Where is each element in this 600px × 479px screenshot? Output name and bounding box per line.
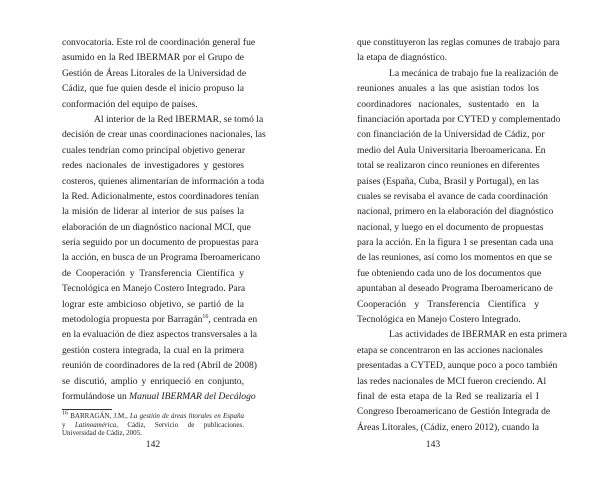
text-line: convocatoria. Este rol de coordinación general fue	[62, 37, 256, 48]
text-line: lograr este ambicioso objetivo, se partió de la	[62, 298, 244, 310]
text-line: etapa se concentraron en las acciones nacionales	[357, 344, 543, 356]
text-line: la etapa de diagnóstico.	[357, 52, 448, 64]
text-line: gestión costera integrada, la cual en la primera	[62, 344, 244, 356]
text-line: elaboración de un diagnóstico nacional MCI, que	[62, 221, 251, 233]
text-fragment: , centrada en	[208, 314, 258, 326]
text-line: reunión de coordinadores de la red (Abril de 2008)	[62, 360, 258, 372]
footnote	[62, 412, 244, 438]
footnote-line	[62, 412, 244, 421]
footnote-line: Universidad de Cádiz, 2005.	[62, 429, 142, 438]
text-line: cuales tendrían como principal objetivo generar	[62, 144, 246, 156]
text-line: decisión de crear unas coordinaciones nacionales, las	[62, 129, 266, 141]
text-line: coordinadores nacionales, sustentado en la	[357, 98, 539, 110]
text-line: nacional, y luego en el documento de propuestas	[357, 221, 544, 233]
footnote-author: BARRAGÁN, J.M.,	[70, 412, 128, 420]
text-line: apuntaban al deseado Programa Iberoamericano de	[357, 283, 553, 295]
text-line: de las reuniones, así como los momentos en que se	[357, 252, 553, 264]
text-line: con financiación de la Universidad de Cádiz, por	[357, 129, 545, 141]
footnote-fragment: y	[62, 420, 66, 429]
footnote-number: 16	[62, 410, 68, 417]
text-line: presentadas a CYTED, aunque poco a poco también	[357, 360, 558, 372]
text-line: final de esta etapa de la Red se realizaría el I	[357, 390, 539, 402]
text-line: se discutió, amplio y enriqueció en conjunto,	[62, 375, 244, 387]
text-line: Áreas Litorales, (Cádiz, enero 2012), cuando la	[357, 421, 539, 433]
text-line: redes nacionales de investigadores y gestores	[62, 160, 244, 172]
text-line: reuniones anuales a las que asistían todos los	[357, 83, 539, 95]
text-fragment: metodología propuesta por Barragán	[62, 314, 203, 326]
text-line: Tecnológica en Manejo Costero Integrado. Para	[62, 283, 246, 295]
text-line: La mecánica de trabajo fue la realización de	[389, 67, 559, 79]
text-line: financiación aportada por CYTED y complementado	[357, 113, 561, 125]
right-page-body-text	[357, 35, 567, 435]
text-line: costeros, quienes alimentarían de información a toda	[62, 175, 265, 187]
footnote-separator	[62, 409, 112, 410]
text-line: que constituyeron las reglas comunes de trabajo para	[357, 37, 560, 48]
text-line: para la acción. En la figura 1 se presentan cada una	[357, 237, 554, 249]
text-line: fue obteniendo cada uno de los documentos que	[357, 267, 542, 279]
text-line: nacional, primero en la elaboración del diagnóstico	[357, 206, 554, 218]
italic-title: Manual IBERMAR del Decálogo	[129, 390, 256, 402]
text-line: países (España, Cuba, Brasil y Portugal), en las	[357, 175, 539, 187]
text-line: total se realizaron cinco reuniones en diferentes	[357, 160, 540, 172]
footnote-title: Latinoamérica	[74, 420, 117, 429]
footnote-title: La gestión de áreas litorales en España	[130, 412, 245, 420]
text-line: asumido en la Red IBERMAR por el Grupo de	[62, 52, 244, 64]
text-line: cuales se revisaba el avance de cada coordinación	[357, 190, 548, 202]
text-line: en la evaluación de diez aspectos transversales a la	[62, 329, 257, 341]
footnote-line	[62, 421, 244, 430]
footnote-reference: 16	[202, 313, 209, 320]
text-line: Las actividades de IBERMAR en esta primera	[389, 329, 567, 341]
text-line: Gestión de Áreas Litorales de la Universidad de	[62, 67, 247, 79]
text-line: conformación del equipo de países.	[62, 98, 198, 110]
text-line: Cádiz, que fue quien desde el inicio propuso la	[62, 83, 244, 95]
text-line: Cooperación y Transferencia Científica y	[357, 298, 539, 310]
text-line: sería seguido por un documento de propuestas para	[62, 237, 259, 249]
text-line: Tecnológica en Manejo Costero Integrado.	[357, 314, 521, 326]
right-page	[300, 0, 600, 479]
text-fragment: formulándose un	[62, 390, 127, 402]
text-line: de Cooperación y Transferencia Científica y	[62, 267, 244, 279]
text-line: la acción, en busca de un Programa Iberoamericano	[62, 252, 261, 264]
footnote-fragment: , Cádiz, Servicio de publicaciones.	[116, 420, 244, 429]
text-line: medio del Aula Universitaria Iberoamericana. En	[357, 144, 546, 156]
left-page-body-text	[62, 35, 266, 404]
page-number: 143	[425, 439, 441, 450]
text-line: la misión de liderar al interior de sus países la	[62, 206, 244, 218]
page-number: 142	[145, 439, 161, 450]
text-line: las redes nacionales de MCI fueron creciendo. Al	[357, 375, 547, 387]
text-line: Al interior de la Red IBERMAR, se tomó la	[94, 113, 264, 125]
text-line: la Red. Adicionalmente, estos coordinadores tenían	[62, 190, 259, 202]
text-line: Congreso Iberoamericano de Gestión Integrada de	[357, 406, 551, 418]
text-line-with-footnote-ref	[62, 312, 258, 327]
text-line	[62, 389, 256, 404]
